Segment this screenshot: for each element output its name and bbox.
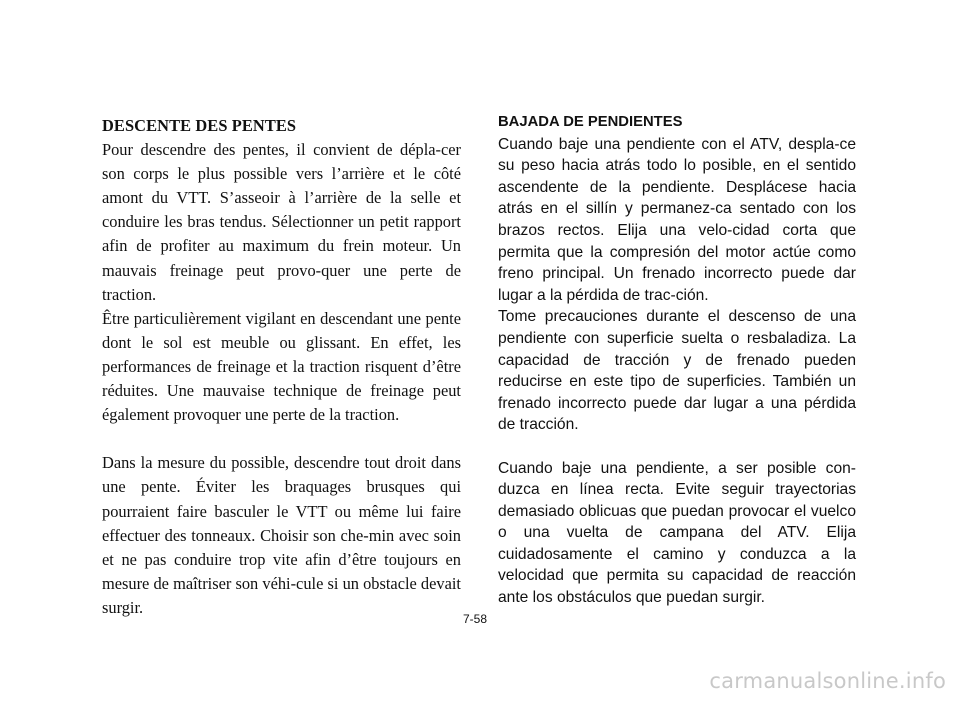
watermark: carmanualsonline.info: [709, 669, 946, 693]
spanish-column: [498, 112, 856, 609]
paragraph-spacer: [498, 436, 856, 458]
french-paragraph-3: Dans la mesure du possible, descendre tout droit dans une pente. Éviter les braquages brusques qui pourraient faire basculer le VTT ou même lui faire effectuer des tonneaux. Choisir son che-min avec soin et ne pas conduire trop vite afin d’être toujours en mesure de maîtriser son véhi-cule si un obstacle devait surgir.: [102, 453, 461, 617]
spanish-paragraph-1: Cuando baje una pendiente con el ATV, despla-ce su peso hacia atrás todo lo posible, en el sentido ascendente de la pendiente. Desplácese hacia atrás en el sillín y permanez-ca sentado con los brazos rectos. Elija una velo-cidad corta que permita que la compresión del motor actúe como freno principal. Un frenado incorrecto puede dar lugar a la pérdida de trac-ción.: [498, 135, 856, 304]
french-heading: DESCENTE DES PENTES: [102, 116, 297, 135]
french-paragraph-1: Pour descendre des pentes, il convient de dépla-cer son corps le plus possible vers l’arrière et le côté amont du VTT. S’asseoir à l’arrière de la selle et conduire les bras tendus. Sélectionner un petit rapport afin de profiter au maximum du frein moteur. Un mauvais freinage peut provo-quer une perte de traction.: [102, 140, 461, 304]
spanish-paragraph-3: Cuando baje una pendiente, a ser posible con-duzca en línea recta. Evite seguir trayectorias demasiado oblicuas que puedan provocar el vuelco o una vuelta de campana del ATV. Elija cuidadosamente el camino y conduzca a la velocidad que permita su capacidad de reacción ante los obstáculos que puedan surgir.: [498, 459, 856, 607]
page-number: 7-58: [463, 612, 488, 626]
french-column: [102, 114, 461, 620]
spanish-heading: BAJADA DE PENDIENTES: [498, 114, 683, 130]
spanish-paragraph-2: Tome precauciones durante el descenso de una pendiente con superficie suelta o resbaladiza. La capacidad de tracción y de frenado pueden reducirse en este tipo de superficies. También un frenado incorrecto puede dar lugar a una pérdida de tracción.: [498, 308, 856, 434]
french-paragraph-2: Être particulièrement vigilant en descendant une pente dont le sol est meuble ou glissant. En effet, les performances de freinage et la traction risquent d’être réduites. Une mauvaise technique de freinage peut également provoquer une perte de la traction.: [102, 308, 461, 425]
paragraph-spacer: [102, 427, 461, 451]
